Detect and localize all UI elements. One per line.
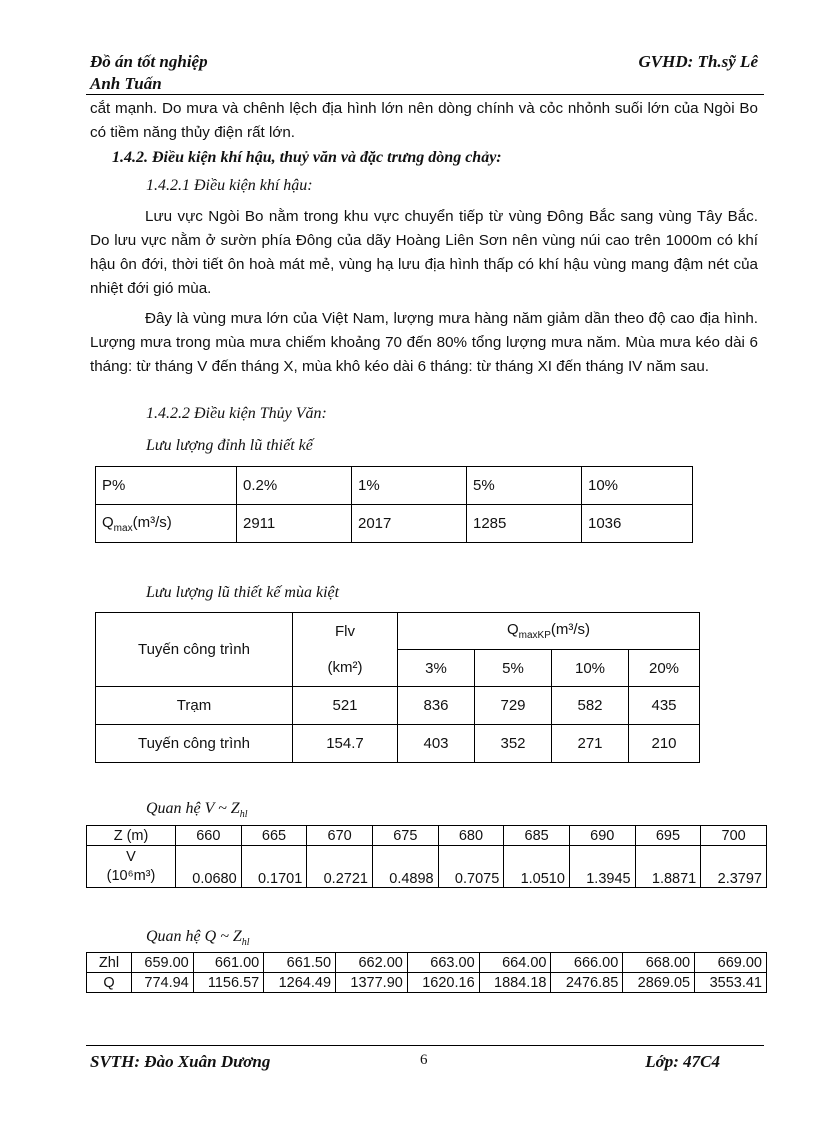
table-cell: 1285 bbox=[467, 505, 582, 543]
table-cell: 0.4898 bbox=[372, 846, 438, 888]
table-row bbox=[87, 973, 767, 993]
discharge-level-table bbox=[86, 952, 767, 993]
header-right: GVHD: Th.sỹ Lê bbox=[638, 52, 758, 71]
table-cell: 1264.49 bbox=[264, 973, 336, 993]
table-cell: 668.00 bbox=[623, 953, 695, 973]
table-cell: 5% bbox=[475, 650, 552, 687]
table-row bbox=[96, 725, 700, 763]
table-cell: 210 bbox=[629, 725, 700, 763]
footer-rule bbox=[86, 1045, 764, 1046]
header-left-line2: Anh Tuấn bbox=[90, 74, 162, 93]
table-cell: 1156.57 bbox=[193, 973, 263, 993]
table-cell: 271 bbox=[552, 725, 629, 763]
table-cell: 0.2% bbox=[237, 467, 352, 505]
table-cell: 774.94 bbox=[132, 973, 194, 993]
table-cell: 700 bbox=[701, 826, 767, 846]
table-cell: 521 bbox=[293, 687, 398, 725]
table-row bbox=[96, 505, 693, 543]
v-label: V bbox=[126, 848, 136, 865]
table-row bbox=[96, 613, 700, 650]
footer-left: SVTH: Đào Xuân Dương bbox=[90, 1052, 271, 1071]
table-cell: 1884.18 bbox=[479, 973, 551, 993]
table-cell: 10% bbox=[582, 467, 693, 505]
table-cell: 0.2721 bbox=[307, 846, 373, 888]
table-cell: Z (m) bbox=[87, 826, 176, 846]
paragraph-2: Đây là vùng mưa lớn của Việt Nam, lượng mưa hàng năm giảm dần theo độ cao địa hình. Lượng mưa trong mùa mưa chiếm khoảng 70 đến 80% tổng lượng mưa năm. Mùa mưa kéo dài 6 tháng: từ tháng V đến tháng X, mùa khô kéo dài 6 tháng: từ tháng XI đến tháng IV năm sau. bbox=[90, 310, 758, 375]
header-rule bbox=[86, 94, 764, 95]
caption-sub: hl bbox=[241, 937, 250, 949]
table-cell: 435 bbox=[629, 687, 700, 725]
q-symbol: Q bbox=[102, 513, 114, 531]
table-cell: 661.50 bbox=[264, 953, 336, 973]
flv-unit: (km²) bbox=[327, 658, 363, 676]
table-cell: 10% bbox=[552, 650, 629, 687]
table-cell: 20% bbox=[629, 650, 700, 687]
table-cell: 2.3797 bbox=[701, 846, 767, 888]
table-cell: 1.0510 bbox=[504, 846, 570, 888]
caption-main: Quan hệ V ~ Z bbox=[146, 800, 240, 817]
table4-caption bbox=[146, 928, 250, 948]
table-row bbox=[87, 826, 767, 846]
table-cell: 675 bbox=[372, 826, 438, 846]
table1-caption: Lưu lượng đỉnh lũ thiết kế bbox=[146, 437, 313, 454]
table-cell: 685 bbox=[504, 826, 570, 846]
header-left-line1: Đồ án tốt nghiệp bbox=[90, 52, 208, 71]
table-cell: 1.8871 bbox=[635, 846, 701, 888]
paragraph-0: cắt mạnh. Do mưa và chênh lệch địa hình lớn nên dòng chính và cỏc nhỏnh suối lớn của Ngòi Bo có tiềm năng thủy điện rất lớn. bbox=[90, 100, 758, 141]
table-cell: 670 bbox=[307, 826, 373, 846]
table-cell: 0.0680 bbox=[176, 846, 242, 888]
table-cell bbox=[293, 613, 398, 687]
caption-sub: hl bbox=[239, 809, 248, 821]
table-row bbox=[96, 687, 700, 725]
table-cell: 1% bbox=[352, 467, 467, 505]
q-unit: (m³/s) bbox=[550, 621, 591, 638]
table-cell: 669.00 bbox=[695, 953, 767, 973]
table-cell: 1036 bbox=[582, 505, 693, 543]
table-cell: 154.7 bbox=[293, 725, 398, 763]
q-subscript: maxKP bbox=[518, 630, 551, 641]
table-cell: Zhl bbox=[87, 953, 132, 973]
table-cell: 3553.41 bbox=[695, 973, 767, 993]
v-unit: (10⁶m³) bbox=[106, 867, 156, 884]
q-symbol: Q bbox=[506, 621, 519, 638]
table-cell: P% bbox=[96, 467, 237, 505]
table-cell: 352 bbox=[475, 725, 552, 763]
table-cell: 5% bbox=[467, 467, 582, 505]
section-heading-1421: 1.4.2.1 Điều kiện khí hậu: bbox=[146, 177, 313, 194]
table-cell: 690 bbox=[569, 826, 635, 846]
paragraph-rain bbox=[90, 307, 758, 379]
page-number: 6 bbox=[420, 1052, 428, 1068]
q-subscript: max bbox=[113, 522, 133, 534]
table-cell: 664.00 bbox=[479, 953, 551, 973]
section-heading-1422: 1.4.2.2 Điều kiện Thủy Văn: bbox=[146, 405, 327, 422]
volume-level-table bbox=[86, 825, 767, 888]
table-cell: 1620.16 bbox=[407, 973, 479, 993]
table-row bbox=[87, 846, 767, 888]
table-cell: 2911 bbox=[237, 505, 352, 543]
paragraph-climate bbox=[90, 205, 758, 301]
table-cell: 665 bbox=[241, 826, 307, 846]
paragraph-1: Lưu vực Ngòi Bo nằm trong khu vực chuyển tiếp từ vùng Đông Bắc sang vùng Tây Bắc. Do lưu vực nằm ở sườn phía Đông của dãy Hoàng Liên Sơn nên vùng núi cao trên 1000m có khí hậu ôn đới, thời tiết ôn hoà mát mẻ, vùng hạ lưu địa hình thấp có khí hậu vùng mang đậm nét của nhiệt đới gió mùa. bbox=[90, 208, 758, 297]
table-cell: 660 bbox=[176, 826, 242, 846]
table-cell bbox=[96, 505, 237, 543]
table-cell: 836 bbox=[398, 687, 475, 725]
table-cell: 729 bbox=[475, 687, 552, 725]
table-cell: 695 bbox=[635, 826, 701, 846]
table-cell: 1.3945 bbox=[569, 846, 635, 888]
flv-label: Flv bbox=[335, 622, 355, 640]
table-cell: Tuyến công trình bbox=[96, 613, 293, 687]
table-cell: 0.7075 bbox=[438, 846, 504, 888]
table-cell: 0.1701 bbox=[241, 846, 307, 888]
table-cell: 403 bbox=[398, 725, 475, 763]
section-heading-142: 1.4.2. Điều kiện khí hậu, thuỷ văn và đặc trưng dòng chảy: bbox=[112, 149, 502, 166]
table-cell: Tuyến công trình bbox=[96, 725, 293, 763]
table-cell: 663.00 bbox=[407, 953, 479, 973]
table-cell: 661.00 bbox=[193, 953, 263, 973]
table3-caption bbox=[146, 800, 247, 820]
table-cell: 1377.90 bbox=[336, 973, 408, 993]
table-cell: 659.00 bbox=[132, 953, 194, 973]
table-cell: 2869.05 bbox=[623, 973, 695, 993]
table-row bbox=[96, 467, 693, 505]
flood-peak-table bbox=[95, 466, 693, 543]
table2-caption: Lưu lượng lũ thiết kế mùa kiệt bbox=[146, 584, 340, 601]
table-cell: Q bbox=[87, 973, 132, 993]
paragraph-intro bbox=[90, 97, 758, 145]
table-cell bbox=[87, 846, 176, 888]
table-cell: 2476.85 bbox=[551, 973, 623, 993]
table-cell: 680 bbox=[438, 826, 504, 846]
table-cell: 666.00 bbox=[551, 953, 623, 973]
table-cell: 3% bbox=[398, 650, 475, 687]
dry-season-flood-table bbox=[95, 612, 700, 763]
table-cell: 582 bbox=[552, 687, 629, 725]
table-cell bbox=[398, 613, 700, 650]
table-cell: Trạm bbox=[96, 687, 293, 725]
q-unit: (m³/s) bbox=[132, 513, 172, 531]
table-cell: 2017 bbox=[352, 505, 467, 543]
table-row bbox=[87, 953, 767, 973]
table-cell: 662.00 bbox=[336, 953, 408, 973]
caption-main: Quan hệ Q ~ Z bbox=[146, 928, 242, 945]
footer-right: Lớp: 47C4 bbox=[645, 1052, 720, 1071]
